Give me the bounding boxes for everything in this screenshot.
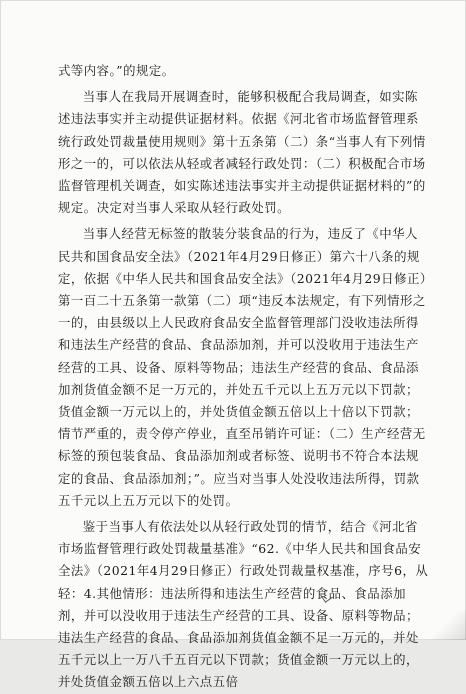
- page-corner-shadow: [432, 610, 466, 640]
- paragraph-2: 当事人在我局开展调查时，能够积极配合我局调查，如实陈述违法事实并主动提供证据材料。依据《河北省市场监督管理系统行政处罚裁量使用规则》第十五条第（二）条“当事人有下列情形之一的，可以依法从轻或者减轻行政处罚：（二）积极配合市场监督管理机关调查，如实陈述违法事实并主动提供证据材料的”的规定。决定对当事人采取从轻行政处罚。: [58, 89, 426, 216]
- paragraph-1: 式等内容。”的规定。: [58, 63, 175, 78]
- paragraph-3: 当事人经营无标签的散装分装食品的行为，违反了《中华人民共和国食品安全法》（2021年4月29日修正）第六十八条的规定，依据《中华人民共和国食品安全法》（2021年4月29日修正）第一百二十五条第一款第（二）项“违反本法规定，有下列情形之一的，由县级以上人民政府食品安全监督管理部门没收违法所得和违法生产经营的食品、食品添加剂，并可以没收用于违法生产经营的工具、设备、原料等物品；违法生产经营的食品、食品添加剂货值金额不足一万元的，并处五千元以上五万元以下罚款；货值金额一万元以上的，并处货值金额五倍以上十倍以下罚款；情节严重的，责令停产停业，直至吊销许可证：（二）生产经营无标签的预包装食品、食品添加剂或者标签、说明书不符合本法规定的食品、食品添加剂；”。应当对当事人处没收违法所得，罚款五千元以上五万元以下的处罚。: [58, 226, 427, 508]
- paragraph-4: 鉴于当事人有依法处以从轻行政处罚的情节，结合《河北省市场监督管理行政处罚裁量基准》“62.《中华人民共和国食品安全法》（2021年4月29日修正）行政处罚裁量权基准，序号6，从轻：4.其他情形：违法所得和违法生产经营的食品、食品添加剂，并可以没收用于违法生产经营的工具、设备、原料等物品；违法生产经营的食品、食品添加剂货值金额不足一万元的，并处五千元以上一万八千五百元以下罚款；货值金额一万元以上的，并处货值金额五倍以上六点五倍: [58, 519, 429, 690]
- document-body: [58, 60, 430, 694]
